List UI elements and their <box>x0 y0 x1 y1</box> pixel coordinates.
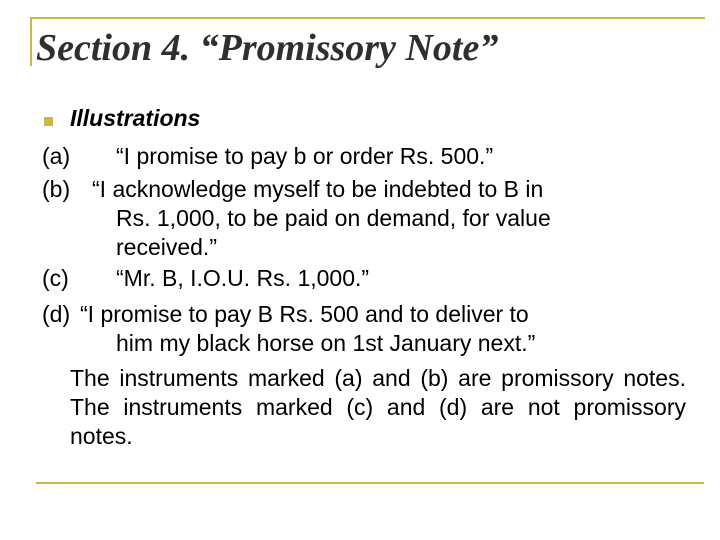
item-d-label: (d) <box>42 301 71 327</box>
title-top-rule <box>30 17 705 19</box>
bottom-rule <box>36 482 704 484</box>
item-a-line-1: “I promise to pay b or order Rs. 500.” <box>116 143 494 169</box>
square-bullet-icon <box>44 117 53 126</box>
item-b-line-2: Rs. 1,000, to be paid on demand, for value <box>116 205 551 231</box>
item-d-line-2: him my black horse on 1st January next.” <box>116 330 536 356</box>
item-a-label: (a) <box>42 143 71 169</box>
item-c-label: (c) <box>42 265 69 291</box>
illustrations-heading: Illustrations <box>70 105 201 131</box>
slide-title: Section 4. “Promissory Note” <box>36 27 499 69</box>
item-b-line-3: received.” <box>116 234 217 260</box>
title-left-rule <box>30 18 32 66</box>
conclusion-paragraph: The instruments marked (a) and (b) are promissory notes. The instruments marked (c) and (d) are not promissory notes. <box>70 365 686 449</box>
item-d-line-1: “I promise to pay B Rs. 500 and to deliver to <box>80 301 529 327</box>
item-c-line-1: “Mr. B, I.O.U. Rs. 1,000.” <box>116 265 370 291</box>
item-b-line-1: “I acknowledge myself to be indebted to B in <box>92 176 544 202</box>
item-b-label: (b) <box>42 176 71 202</box>
